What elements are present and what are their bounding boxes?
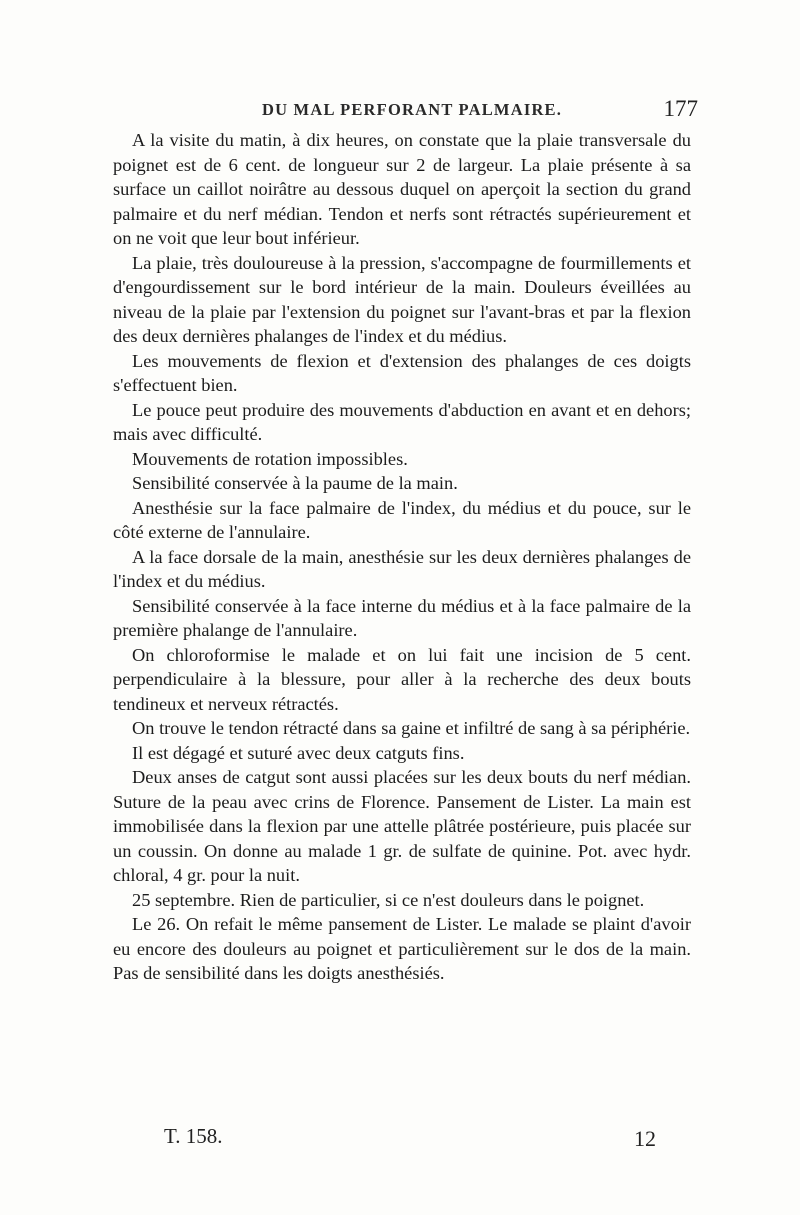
- paragraph-visit-morning: A la visite du matin, à dix heures, on constate que la plaie transversale du poignet est de 6 cent. de longueur sur 2 de largeur. La plaie présente à sa surface un caillot noirâtre au dessous duquel on aperçoit la section du grand palmaire et du nerf médian. Tendon et nerfs sont rétractés supérieurement et on ne voit que leur bout inférieur.: [113, 130, 691, 248]
- paragraph-tendon-found: On trouve le tendon rétracté dans sa gaine et infiltré de sang à sa périphérie.: [132, 718, 691, 738]
- paragraph-dorsal-anesthesia: A la face dorsale de la main, anesthésie sur les deux dernières phalanges de l'index et du médius.: [113, 546, 691, 591]
- page-number: 177: [663, 96, 698, 121]
- paragraph-rotation: Mouvements de rotation impossibles.: [132, 448, 408, 469]
- paragraph-september-25: 25 septembre. Rien de particulier, si ce n'est douleurs dans le poignet.: [132, 889, 645, 910]
- paragraph-chloroform-incision: On chloroformise le malade et on lui fait une incision de 5 cent. perpendiculaire à la blessure, pour aller à la recherche des deux bouts tendineux et nerveux rétractés.: [113, 644, 691, 714]
- body-text: [113, 128, 691, 986]
- paragraph-catgut-suture: Il est dégagé et suturé avec deux catguts fins.: [132, 742, 465, 763]
- running-title: DU MAL PERFORANT PALMAIRE.: [262, 100, 563, 119]
- paragraph-palm-sensibility: Sensibilité conservée à la paume de la main.: [132, 473, 458, 493]
- paragraph-thumb-abduction: Le pouce peut produire des mouvements d'abduction en avant et en dehors; mais avec difficulté.: [113, 399, 691, 444]
- paragraph-palmar-anesthesia: Anesthésie sur la face palmaire de l'index, du médius et du pouce, sur le côté externe de l'annulaire.: [113, 497, 691, 542]
- paragraph-internal-sensibility: Sensibilité conservée à la face interne du médius et à la face palmaire de la première phalange de l'annulaire.: [113, 595, 691, 640]
- paragraph-pain-pressure: La plaie, très douloureuse à la pression, s'accompagne de fourmillements et d'engourdissement sur le bord intérieur de la main. Douleurs éveillées au niveau de la plaie par l'extension du poignet sur l'avant-bras et par la flexion des deux dernières phalanges de l'index et du médius.: [113, 252, 691, 346]
- paragraph-nerve-suture: Deux anses de catgut sont aussi placées sur les deux bouts du nerf médian. Suture de la peau avec crins de Florence. Pansement de Lister. La main est immobilisée dans la flexion par une attelle plâtrée postérieure, puis placée sur un coussin. On donne au malade 1 gr. de sulfate de quinine. Pot. avec hydr. chloral, 4 gr. pour la nuit.: [113, 767, 691, 885]
- running-head: [100, 96, 700, 124]
- sheet-number: 12: [634, 1126, 656, 1151]
- paragraph-day-26: Le 26. On refait le même pansement de Lister. Le malade se plaint d'avoir eu encore des douleurs au poignet et particulièrement sur le dos de la main. Pas de sensibilité dans les doigts anesthésiés.: [113, 914, 691, 983]
- page-footer: [100, 1124, 700, 1154]
- paragraph-flexion-movements: Les mouvements de flexion et d'extension des phalanges de ces doigts s'effectuent bien.: [113, 350, 691, 395]
- signature-mark: T. 158.: [164, 1124, 223, 1148]
